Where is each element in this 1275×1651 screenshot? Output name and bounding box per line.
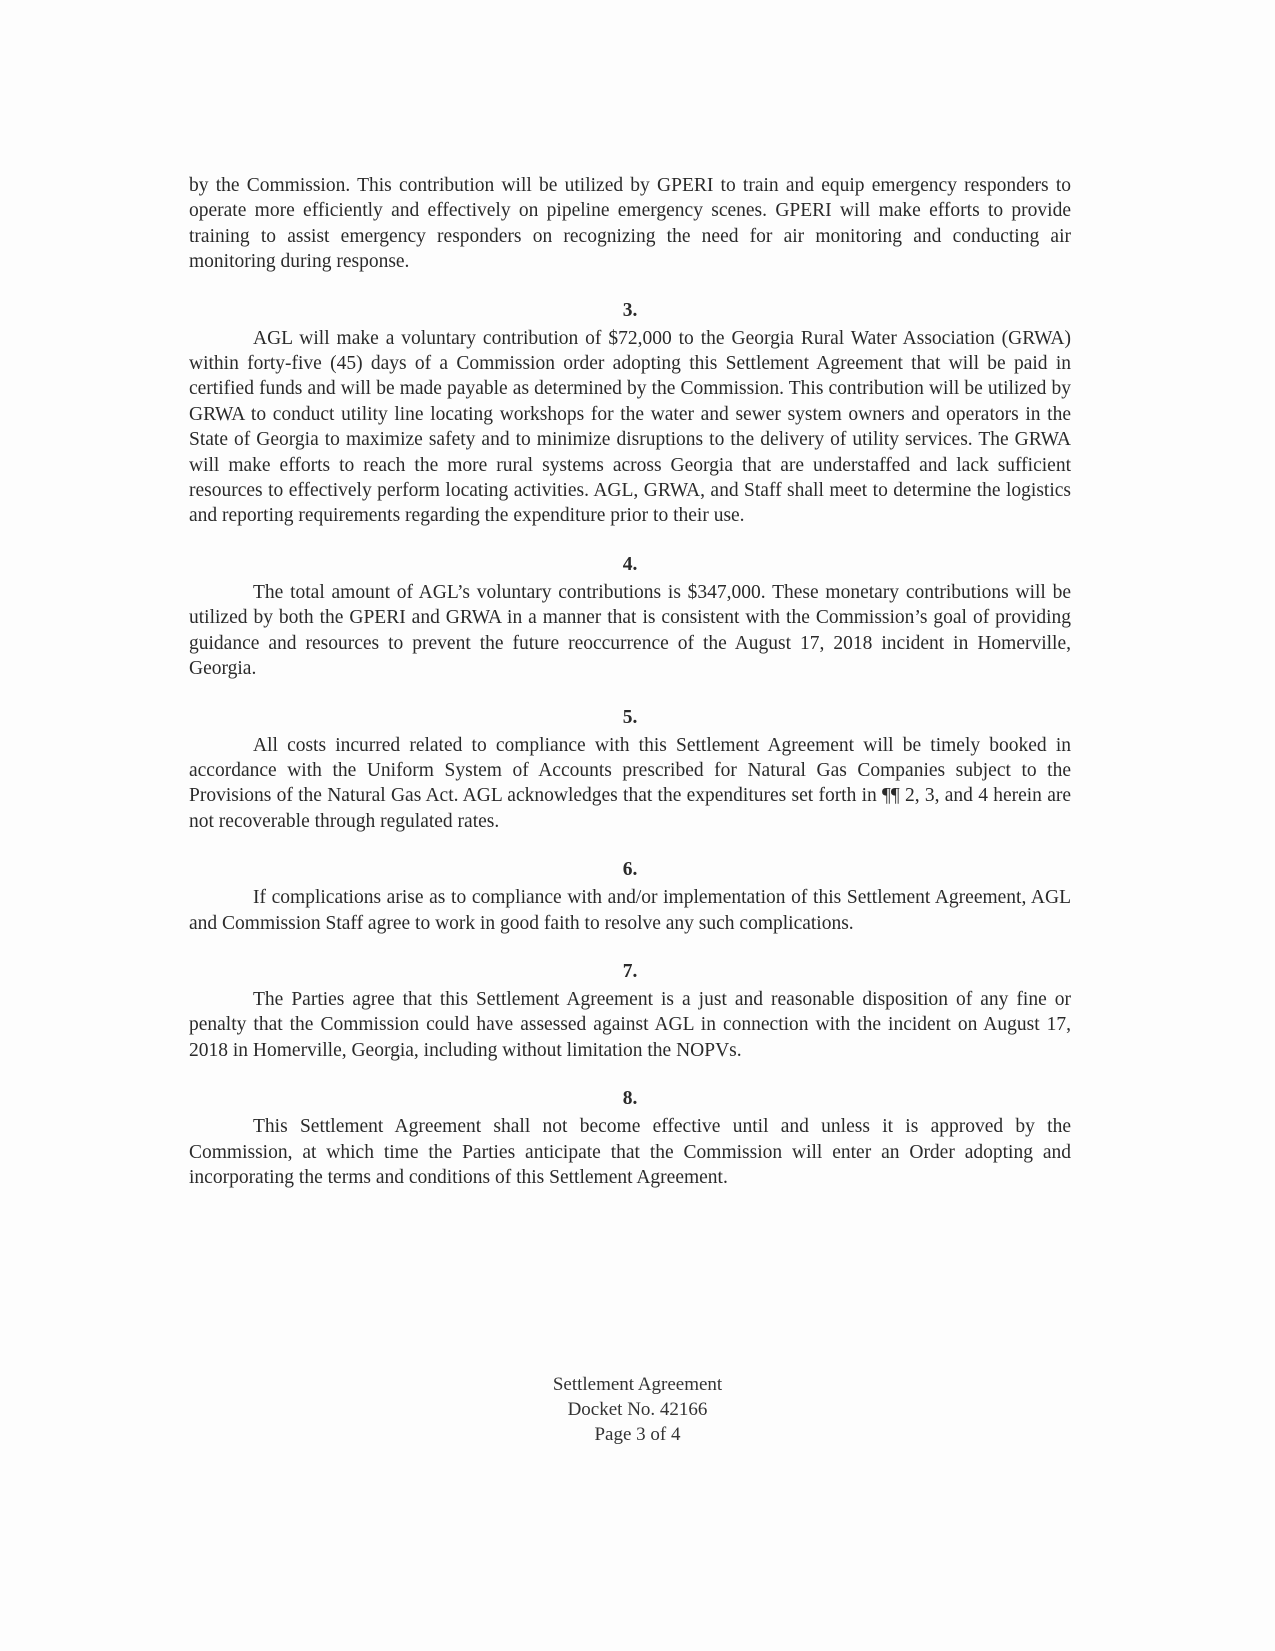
section-number: 6. xyxy=(622,859,638,881)
section-text: If complications arise as to compliance with and/or implementation of this Settlement Agreement, AGL and Commission Staff agree to work in good faith to resolve any such complications. xyxy=(189,887,1071,934)
section-3 xyxy=(189,298,1071,529)
section-text: This Settlement Agreement shall not become effective until and unless it is approved by the Commission, at which time the Parties anticipate that the Commission will enter an Order adopting and incorporating the terms and conditions of this Settlement Agreement. xyxy=(189,1116,1071,1188)
section-7 xyxy=(189,959,1071,1063)
footer-page-number: Page 3 of 4 xyxy=(594,1424,681,1445)
section-text: The total amount of AGL’s voluntary contributions is $347,000. These monetary contributions will be utilized by both the GPERI and GRWA in a manner that is consistent with the Commission’s goal of providing guidance and resources to prevent the future reoccurrence of the August 17, 2018 incident in Homerville, Georgia. xyxy=(189,581,1071,680)
section-number: 7. xyxy=(622,960,638,982)
footer-docket-number: Docket No. 42166 xyxy=(567,1399,708,1420)
section-number: 4. xyxy=(622,553,638,575)
page-footer xyxy=(0,1372,1275,1447)
document-body xyxy=(189,173,1071,1190)
footer-document-title: Settlement Agreement xyxy=(552,1374,723,1395)
section-text: The Parties agree that this Settlement Agreement is a just and reasonable disposition of any fine or penalty that the Commission could have assessed against AGL in connection with the incident on August 17, 2018 in Homerville, Georgia, including without limitation the NOPVs. xyxy=(189,988,1071,1061)
section-number: 3. xyxy=(622,299,638,321)
section-text: All costs incurred related to compliance with this Settlement Agreement will be timely booked in accordance with the Uniform System of Accounts prescribed for Natural Gas Companies subject to the Provisions of the Natural Gas Act. AGL acknowledges that the expenditures set forth in ¶¶ 2, 3, and 4 herein are not recoverable through regulated rates. xyxy=(189,734,1071,832)
section-6 xyxy=(189,857,1071,936)
section-4 xyxy=(189,552,1071,682)
section-number: 5. xyxy=(622,706,638,728)
continued-paragraph: by the Commission. This contribution will be utilized by GPERI to train and equip emergency responders to operate more efficiently and effectively on pipeline emergency scenes. GPERI will make efforts to provide training to assist emergency responders on recognizing the need for air monitoring and conducting air monitoring during response. xyxy=(189,175,1071,273)
section-number: 8. xyxy=(622,1088,638,1110)
section-text: AGL will make a voluntary contribution of $72,000 to the Georgia Rural Water Association (GRWA) within forty-five (45) days of a Commission order adopting this Settlement Agreement that will be paid in certified funds and will be made payable as determined by the Commission. This contribution will be utilized by GRWA to conduct utility line locating workshops for the water and sewer system owners and operators in the State of Georgia to maximize safety and to minimize disruptions to the delivery of utility services. The GRWA will make efforts to reach the more rural systems across Georgia that are understaffed and lack sufficient resources to effectively perform locating activities. AGL, GRWA, and Staff shall meet to determine the logistics and reporting requirements regarding the expenditure prior to their use. xyxy=(189,327,1071,527)
section-8 xyxy=(189,1086,1071,1190)
section-5 xyxy=(189,705,1071,835)
